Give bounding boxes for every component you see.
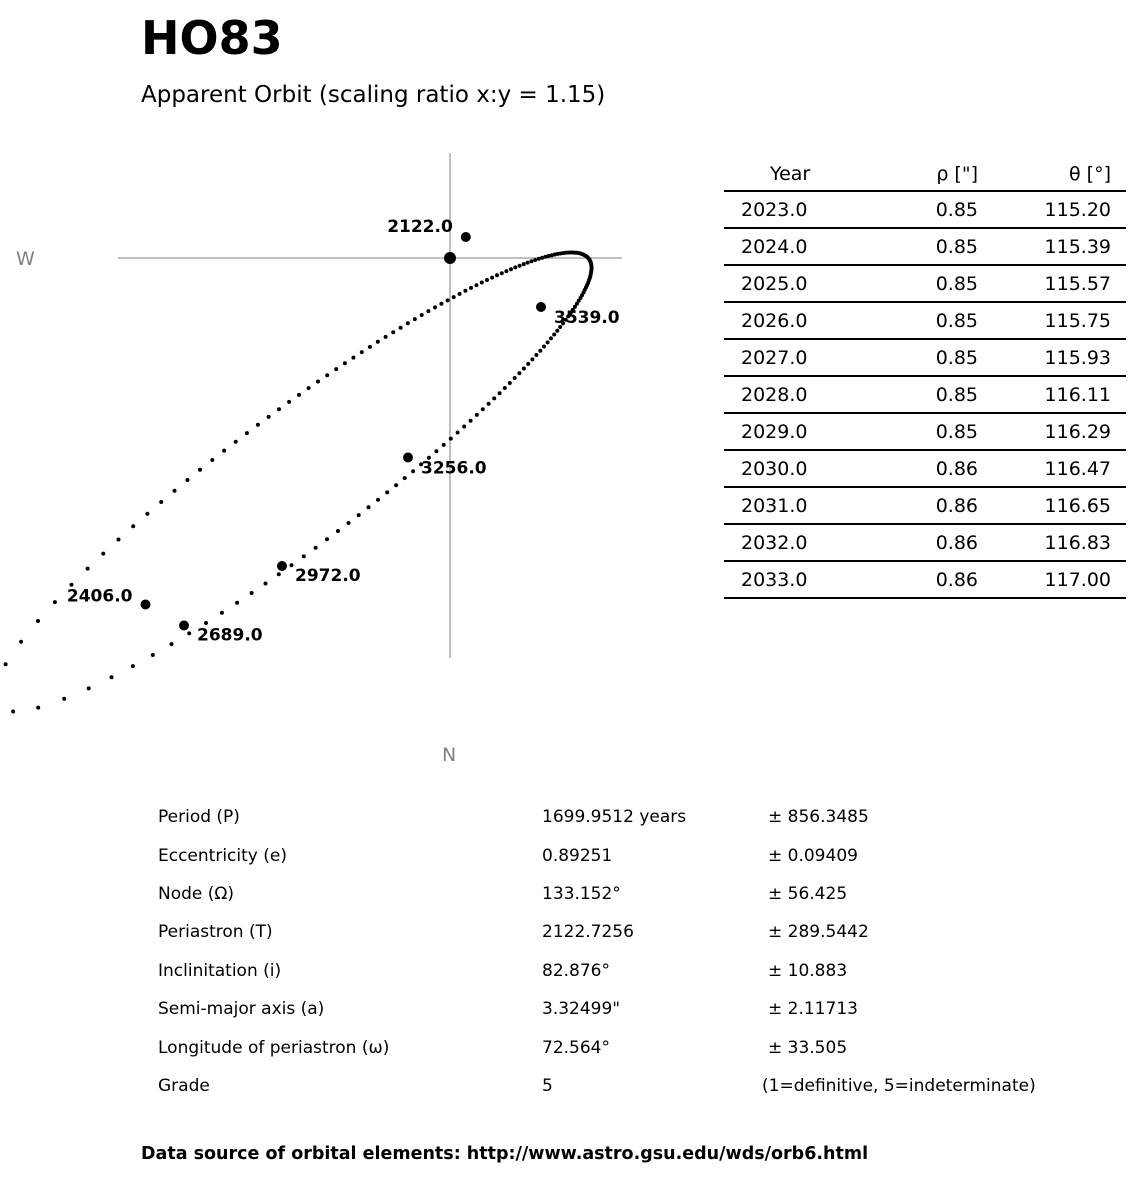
cell-rho: 0.85 [935, 198, 978, 221]
element-row [158, 913, 1118, 951]
orbit-dot [452, 295, 456, 299]
element-row [158, 875, 1118, 913]
orbit-dot [426, 309, 430, 313]
element-name: Inclinitation (i) [158, 960, 282, 981]
cell-rho: 0.86 [935, 568, 978, 591]
orbit-dot [504, 269, 508, 273]
orbit-dot [413, 317, 417, 321]
orbit-dot [446, 298, 450, 302]
orbit-dot [538, 349, 542, 353]
epoch-label: 2972.0 [295, 566, 361, 586]
orbit-dot [534, 353, 538, 357]
cell-theta: 116.47 [1044, 457, 1111, 480]
epoch-marker [179, 621, 189, 631]
orbit-dot [204, 621, 208, 625]
orbit-dot [314, 546, 318, 550]
orbit-dot [469, 286, 473, 290]
element-value: 133.152° [542, 883, 621, 904]
element-name: Periastron (T) [158, 922, 273, 943]
element-name: Eccentricity (e) [158, 845, 287, 866]
cell-rho: 0.85 [935, 346, 978, 369]
orbit-dot [384, 335, 388, 339]
orbit-dot [307, 386, 311, 390]
epoch-label: 2406.0 [66, 586, 133, 607]
cell-theta: 115.57 [1044, 272, 1111, 295]
orbit-dot [433, 305, 437, 309]
element-name: Period (P) [158, 807, 240, 828]
cell-theta: 116.65 [1044, 494, 1111, 517]
orbit-dot [495, 273, 499, 277]
element-name: Node (Ω) [158, 883, 235, 904]
table-row [724, 377, 1126, 414]
element-value: 2122.7256 [542, 922, 634, 943]
orbit-dot [117, 538, 121, 542]
orbit-dot [325, 537, 329, 541]
orbit-dot [526, 362, 530, 366]
orbit-dot [101, 552, 105, 556]
orbit-dot [325, 373, 329, 377]
north-label: N [442, 744, 457, 766]
orbit-dot [110, 675, 114, 679]
orbit-dot [475, 413, 479, 417]
orbit-dot [187, 631, 191, 635]
table-row [724, 562, 1126, 599]
orbit-dot [442, 443, 446, 447]
epoch-marker [277, 561, 287, 571]
cell-year: 2026.0 [741, 309, 808, 332]
orbit-dot [170, 642, 174, 646]
orbit-dot [522, 262, 526, 266]
orbit-dot [480, 281, 484, 285]
cell-theta: 117.00 [1044, 568, 1111, 591]
orbit-dot [347, 521, 351, 525]
epoch-marker [403, 453, 413, 463]
orbit-dot [316, 380, 320, 384]
orbit-dot [500, 271, 504, 275]
cell-year: 2025.0 [741, 272, 808, 295]
orbit-dot [399, 326, 403, 330]
cell-rho: 0.86 [935, 531, 978, 554]
orbit-dot [210, 458, 214, 462]
cell-rho: 0.85 [935, 309, 978, 332]
header-year: Year [770, 163, 811, 185]
element-row [158, 1028, 1118, 1066]
cell-rho: 0.85 [935, 235, 978, 258]
orbit-dot [220, 611, 224, 615]
cell-theta: 115.93 [1044, 346, 1111, 369]
table-header-row [724, 158, 1126, 192]
epoch-marker [141, 600, 151, 610]
orbit-dot [277, 572, 281, 576]
orbit-dot [245, 431, 249, 435]
element-error: ± 10.883 [768, 960, 848, 981]
epoch-marker [461, 232, 471, 242]
orbit-dot [485, 278, 489, 282]
header-rho: ρ ["] [936, 163, 978, 185]
orbit-dot [87, 686, 91, 690]
orbit-dot [490, 276, 494, 280]
cell-rho: 0.85 [935, 420, 978, 443]
table-row [724, 303, 1126, 340]
cell-rho: 0.85 [935, 383, 978, 406]
orbit-dot [406, 321, 410, 325]
orbit-dot [391, 330, 395, 334]
cell-theta: 115.39 [1044, 235, 1111, 258]
orbit-dots [0, 251, 593, 714]
orbit-dot [552, 333, 556, 337]
cell-year: 2033.0 [741, 568, 808, 591]
orbit-dot [86, 567, 90, 571]
cell-rho: 0.85 [935, 272, 978, 295]
orbit-dot [475, 283, 479, 287]
epoch-label: 3256.0 [421, 458, 487, 479]
orbit-dot [533, 258, 537, 262]
orbit-dot [469, 419, 473, 423]
element-error: ± 56.425 [768, 883, 848, 904]
data-source-note: Data source of orbital elements: http://www.astro.gsu.edu/wds/orb6.html [141, 1144, 869, 1164]
page-title: HO83 [141, 11, 283, 65]
cell-year: 2024.0 [741, 235, 808, 258]
cell-rho: 0.86 [935, 457, 978, 480]
epoch-label: 2122.0 [387, 217, 453, 237]
cell-year: 2031.0 [741, 494, 808, 517]
orbit-dot [198, 468, 202, 472]
element-value: 72.564° [542, 1037, 610, 1058]
element-row [158, 1067, 1118, 1105]
orbit-dot [53, 600, 57, 604]
orbit-dot [487, 402, 491, 406]
orbit-dot [19, 640, 23, 644]
orbit-dot [264, 582, 268, 586]
element-value: 1699.9512 years [542, 807, 687, 828]
orbit-dot [186, 478, 190, 482]
orbit-dot [544, 255, 548, 259]
orbit-dot [513, 265, 517, 269]
orbit-dot [394, 483, 398, 487]
orbit-dot [11, 710, 15, 714]
orbit-dot [530, 357, 534, 361]
element-row [158, 798, 1118, 836]
epoch-marker [536, 302, 546, 312]
orbit-dot [151, 653, 155, 657]
orbit-dot [498, 391, 502, 395]
orbit-dot [518, 264, 522, 268]
orbit-dot [334, 367, 338, 371]
element-name: Longitude of periastron (ω) [158, 1037, 390, 1058]
orbit-plot [0, 140, 700, 780]
cell-theta: 115.20 [1044, 198, 1111, 221]
orbit-dot [250, 591, 254, 595]
table-row [724, 525, 1126, 562]
orbit-dot [537, 257, 541, 261]
orbit-dot [376, 340, 380, 344]
orbit-dot [434, 449, 438, 453]
ephemeris-table [724, 158, 1126, 599]
orbit-dot [522, 367, 526, 371]
orbit-dot [222, 449, 226, 453]
orbit-dot [462, 425, 466, 429]
orbit-dot [145, 512, 149, 516]
orbit-dot [420, 313, 424, 317]
orbit-dot [526, 261, 530, 265]
cell-theta: 116.83 [1044, 531, 1111, 554]
epoch-label: 3539.0 [554, 308, 620, 328]
table-row [724, 451, 1126, 488]
orbit-dot [367, 505, 371, 509]
element-value: 5 [542, 1075, 553, 1096]
table-row [724, 266, 1126, 303]
element-value: 82.876° [542, 960, 610, 981]
orbit-dot [267, 415, 271, 419]
orbit-dot [131, 524, 135, 528]
orbit-dot [368, 345, 372, 349]
orbital-elements [158, 798, 1118, 1105]
cell-year: 2023.0 [741, 198, 808, 221]
orbit-dot [449, 437, 453, 441]
orbit-dot [173, 489, 177, 493]
orbit-dot [287, 400, 291, 404]
element-name: Grade [158, 1075, 210, 1096]
cell-year: 2027.0 [741, 346, 808, 369]
orbit-dot [302, 554, 306, 558]
orbit-dot [4, 662, 8, 666]
orbit-dot [517, 371, 521, 375]
orbit-dot [256, 423, 260, 427]
element-error: (1=definitive, 5=indeterminate) [762, 1075, 1036, 1096]
cell-theta: 116.11 [1044, 383, 1111, 406]
orbit-dot [492, 396, 496, 400]
orbit-dot [509, 267, 513, 271]
element-row [158, 952, 1118, 990]
table-row [724, 414, 1126, 451]
orbit-dot [36, 619, 40, 623]
primary-star [444, 252, 456, 264]
cell-theta: 115.75 [1044, 309, 1111, 332]
epoch-label: 2689.0 [197, 625, 263, 646]
element-row [158, 990, 1118, 1028]
orbit-dot [290, 563, 294, 567]
orbit-dot [385, 490, 389, 494]
chart-subtitle: Apparent Orbit (scaling ratio x:y = 1.15) [141, 82, 606, 108]
orbit-dot [403, 476, 407, 480]
header-theta: θ [°] [1069, 163, 1111, 185]
element-error: ± 856.3485 [768, 807, 869, 828]
table-row [724, 192, 1126, 229]
element-name: Semi-major axis (a) [158, 999, 325, 1020]
orbit-dot [463, 289, 467, 293]
element-error: ± 33.505 [768, 1037, 848, 1058]
table-row [724, 488, 1126, 525]
orbit-dot [508, 381, 512, 385]
orbit-dot [297, 393, 301, 397]
orbit-dot [36, 706, 40, 710]
element-row [158, 836, 1118, 874]
orbit-dot [336, 529, 340, 533]
orbit-dot [540, 256, 544, 260]
orbit-dot [542, 345, 546, 349]
cell-year: 2032.0 [741, 531, 808, 554]
orbit-dot [357, 513, 361, 517]
orbit-dot [411, 469, 415, 473]
element-error: ± 0.09409 [768, 845, 858, 866]
cell-year: 2029.0 [741, 420, 808, 443]
orbit-dot [549, 336, 553, 340]
orbit-dot [555, 329, 559, 333]
orbit-dot [481, 407, 485, 411]
cell-year: 2030.0 [741, 457, 808, 480]
orbit-dot [351, 356, 355, 360]
orbit-dot [277, 407, 281, 411]
orbit-dot [546, 340, 550, 344]
cell-theta: 116.29 [1044, 420, 1111, 443]
orbit-dot [458, 292, 462, 296]
orbit-dot [530, 259, 534, 263]
orbit-dot [360, 350, 364, 354]
orbit-dot [439, 302, 443, 306]
orbit-dot [456, 431, 460, 435]
cell-rho: 0.86 [935, 494, 978, 517]
element-error: ± 2.11713 [768, 999, 858, 1020]
orbit-dot [235, 601, 239, 605]
labeled-epochs [67, 217, 620, 646]
element-value: 0.89251 [542, 845, 613, 866]
orbit-dot [503, 386, 507, 390]
orbit-dot [159, 500, 163, 504]
table-row [724, 340, 1126, 377]
orbit-dot [343, 361, 347, 365]
orbit-dot [376, 498, 380, 502]
orbit-dot [234, 440, 238, 444]
orbit-dot [62, 697, 66, 701]
orbit-dot [513, 376, 517, 380]
orbit-dot [131, 664, 135, 668]
element-error: ± 289.5442 [768, 922, 869, 943]
table-row [724, 229, 1126, 266]
element-value: 3.32499" [542, 999, 621, 1020]
cell-year: 2028.0 [741, 383, 808, 406]
west-label: W [16, 248, 35, 270]
